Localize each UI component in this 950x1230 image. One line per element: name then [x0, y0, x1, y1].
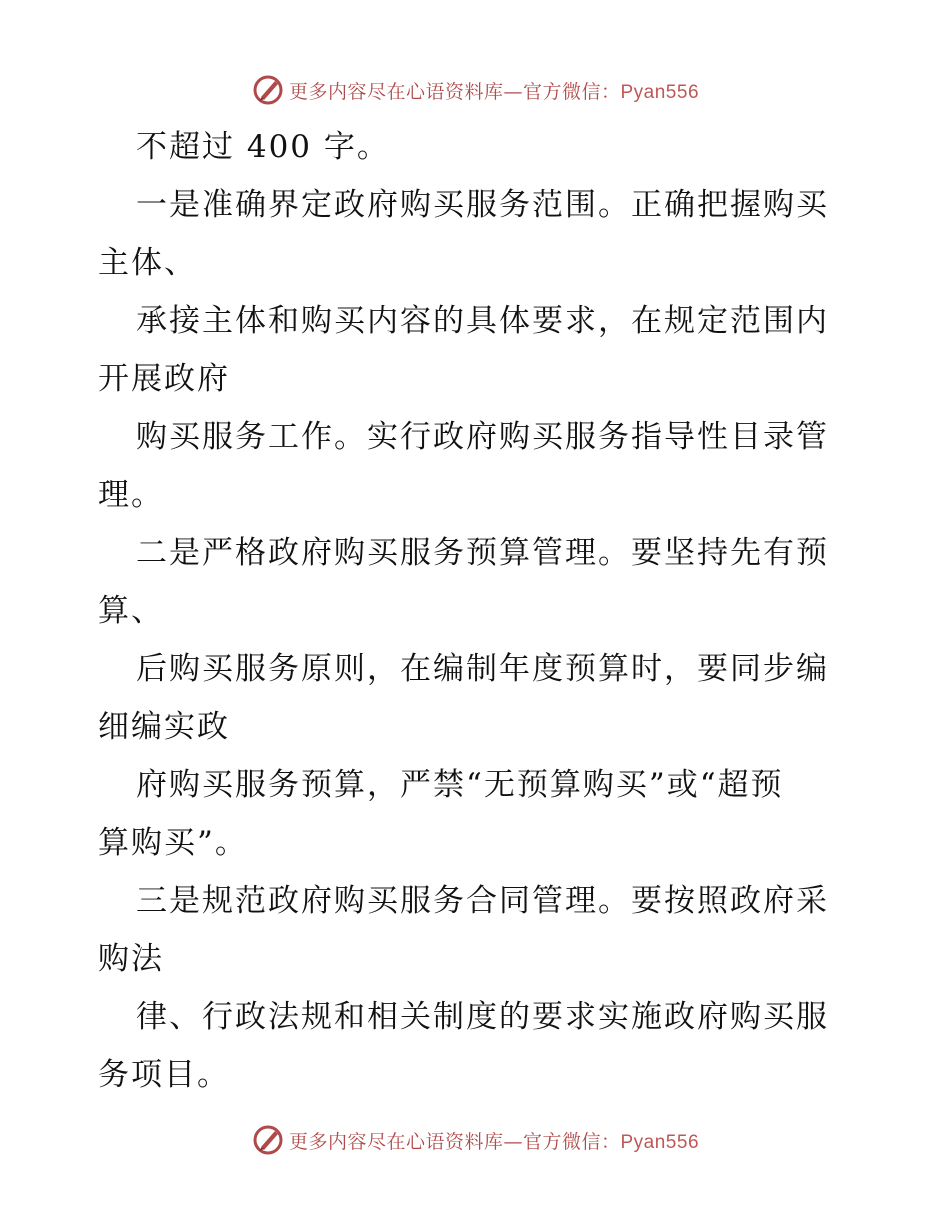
text-line: 算购买”。 — [98, 825, 248, 861]
text-line: 后购买服务原则，在编制年度预算时，要同步编 — [136, 651, 829, 687]
watermark-separator: — — [503, 80, 523, 103]
watermark-wechat-label: 官方微信： — [522, 80, 621, 103]
text-line: 主体、 — [98, 245, 197, 281]
pen-logo-icon — [251, 1123, 285, 1157]
text-line: 承接主体和购买内容的具体要求，在规定范围内 — [136, 303, 829, 339]
text-line: 理。 — [98, 477, 164, 513]
watermark-text — [289, 77, 699, 104]
text-line: 细编实政 — [98, 709, 230, 745]
text-line: 开展政府 — [98, 361, 230, 397]
header-watermark — [0, 72, 950, 108]
text-line: 府购买服务预算，严禁“无预算购买”或“超预 — [136, 767, 784, 803]
text-line: 一是准确界定政府购买服务范围。正确把握购买 — [136, 187, 829, 223]
text-line: 二是严格政府购买服务预算管理。要坚持先有预 — [136, 535, 829, 571]
watermark-wechat-id: Pyan556 — [620, 81, 700, 103]
text-line: 购法 — [98, 941, 164, 977]
watermark-separator: — — [503, 1130, 523, 1153]
text-line: 不超过 400 字。 — [136, 129, 390, 165]
text-line: 算、 — [98, 593, 164, 629]
text-line: 律、行政法规和相关制度的要求实施政府购买服 — [136, 999, 829, 1035]
watermark-wechat-label: 官方微信： — [522, 1130, 621, 1153]
footer-watermark — [0, 1122, 950, 1158]
text-line: 务项目。 — [98, 1057, 230, 1093]
text-line: 购买服务工作。实行政府购买服务指导性目录管 — [136, 419, 829, 455]
pen-logo-icon — [251, 73, 285, 107]
watermark-text — [289, 1127, 699, 1154]
watermark-wechat-id: Pyan556 — [620, 1131, 700, 1153]
watermark-brand: 更多内容尽在心语资料库 — [288, 80, 504, 103]
text-line: 三是规范政府购买服务合同管理。要按照政府采 — [136, 883, 829, 919]
document-body — [98, 118, 868, 1104]
watermark-brand: 更多内容尽在心语资料库 — [288, 1130, 504, 1153]
